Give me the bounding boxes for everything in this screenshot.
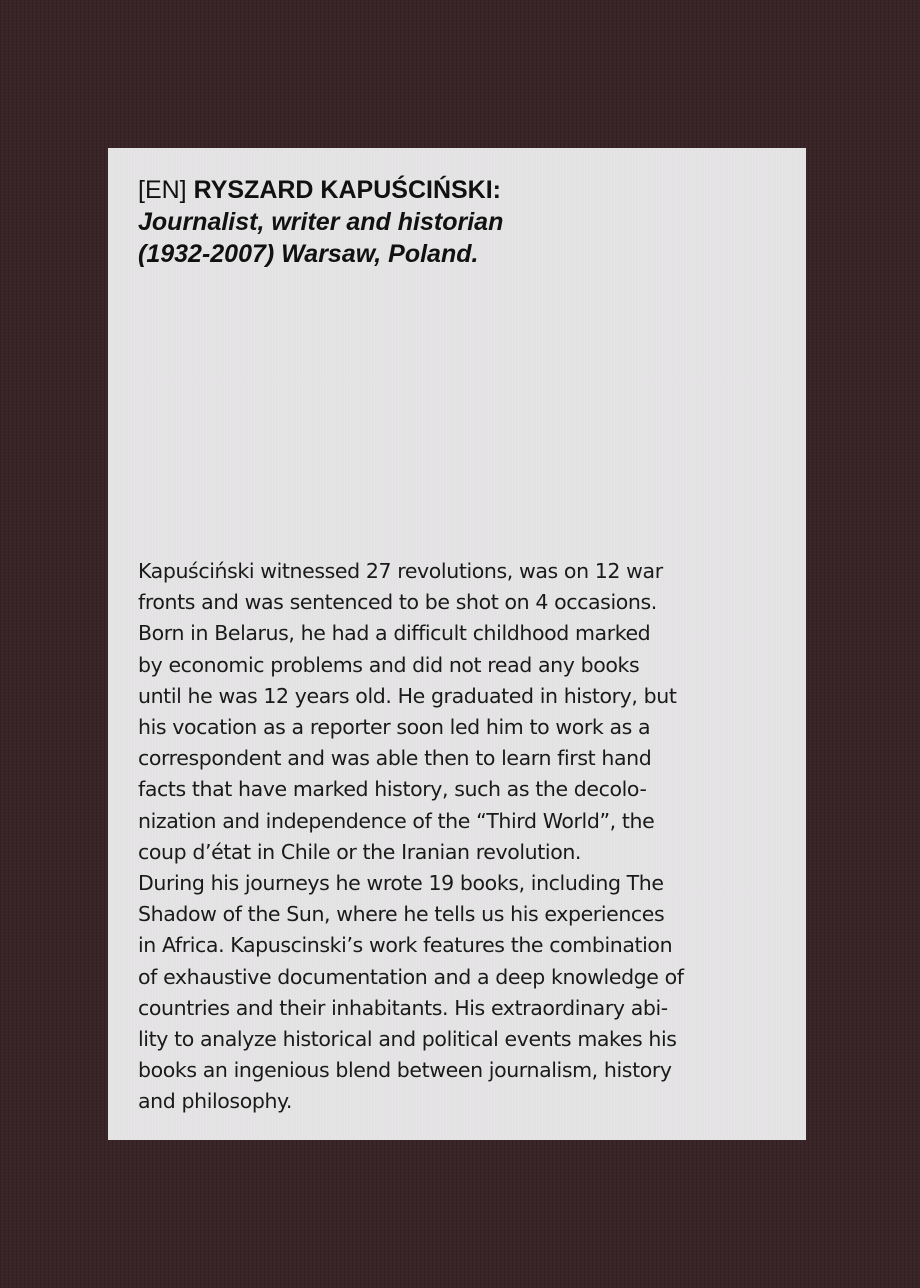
info-card: [108, 148, 806, 1140]
card-header: [138, 174, 778, 270]
biography-line: Kapuściński witnessed 27 revolutions, was on 12 war: [138, 559, 663, 583]
language-tag: [EN]: [138, 176, 187, 204]
biography-line: fronts and was sentenced to be shot on 4 occasions.: [138, 590, 657, 615]
biography-line: books an ingenious blend between journalism, history: [138, 1058, 672, 1083]
biography-line: by economic problems and did not read any books: [138, 652, 640, 677]
biography-line: facts that have marked history, such as the decolo-: [138, 777, 647, 802]
biography-line: During his journeys he wrote 19 books, including The: [138, 871, 664, 896]
biography-line: Shadow of the Sun, where he tells us his experiences: [138, 902, 665, 927]
biography-line: and philosophy.: [138, 1089, 292, 1114]
subtitle-line: Journalist, writer and historian: [138, 208, 504, 236]
biography-line: correspondent and was able then to learn first hand: [138, 746, 652, 771]
biography-line: Born in Belarus, he had a difficult childhood marked: [138, 621, 651, 646]
biography-line: nization and independence of the “Third World”, the: [138, 808, 655, 833]
biography-line: in Africa. Kapuscinski’s work features the combination: [138, 933, 673, 958]
biography-line: lity to analyze historical and political events makes his: [138, 1027, 677, 1052]
biography-line: of exhaustive documentation and a deep knowledge of: [138, 964, 684, 989]
biography-line: coup d’état in Chile or the Iranian revolution.: [138, 839, 582, 864]
person-name: RYSZARD KAPUŚCIŃSKI:: [193, 176, 501, 204]
biography-line: countries and their inhabitants. His extraordinary abi-: [138, 995, 668, 1020]
biography-line: his vocation as a reporter soon led him to work as a: [138, 715, 651, 740]
subtitle-line: (1932-2007) Warsaw, Poland.: [138, 240, 479, 268]
biography-line: until he was 12 years old. He graduated in history, but: [138, 683, 677, 708]
biography-text: [138, 556, 788, 1118]
